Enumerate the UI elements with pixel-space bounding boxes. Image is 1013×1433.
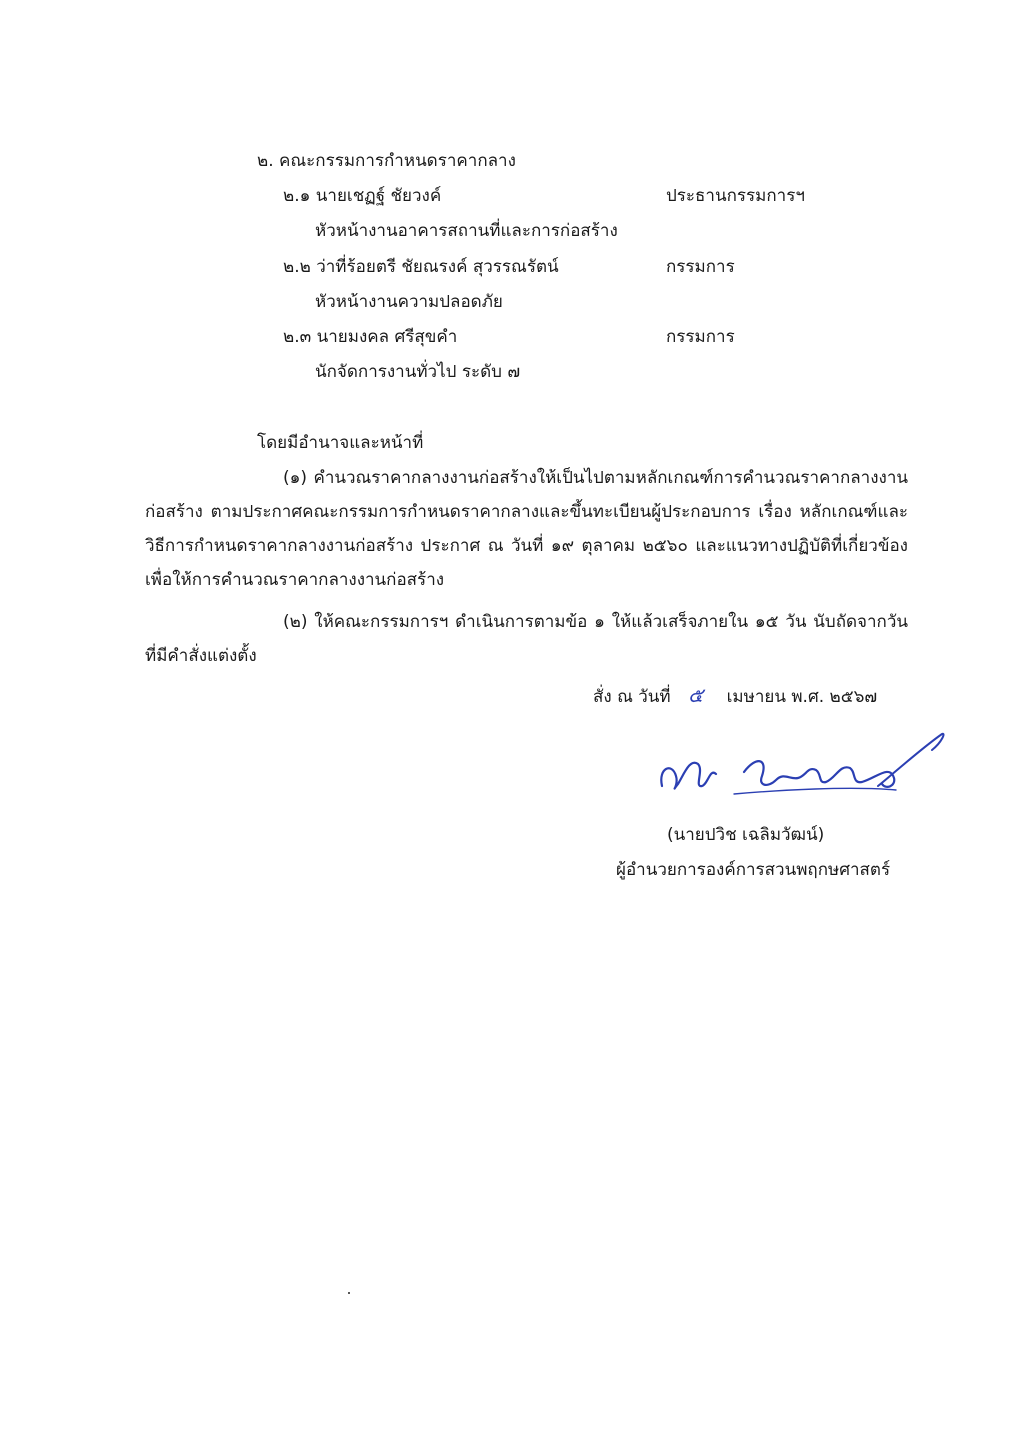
signer-name: (นายปวิช เฉลิมวัฒน์) bbox=[667, 825, 825, 845]
section-heading: ๒. คณะกรรมการกำหนดราคากลาง bbox=[257, 151, 516, 171]
duty-2-paragraph: (๒) ให้คณะกรรมการฯ ดำเนินการตามข้อ ๑ ให้แล้วเสร็จภายใน ๑๕ วัน นับถัดจากวันที่มีคำสั่งแต่งตั้ง bbox=[145, 612, 908, 666]
member-title-3: นักจัดการงานทั่วไป ระดับ ๗ bbox=[315, 362, 521, 382]
duty-1-paragraph: (๑) คำนวณราคากลางงานก่อสร้างให้เป็นไปตามหลักเกณฑ์การคำนวณราคากลางงานก่อสร้าง ตามประกาศคณะกรรมการกำหนดราคากลางและขึ้นทะเบียนผู้ประกอบการ เรื่อง หลักเกณฑ์และวิธีการกำหนดราคากลางงานก่อสร้าง ประกาศ ณ วันที่ ๑๙ ตุลาคม ๒๕๖๐ และแนวทางปฏิบัติที่เกี่ยวข้องเพื่อให้การคำนวณราคากลางงานก่อสร้าง bbox=[145, 468, 908, 590]
member-role-2: กรรมการ bbox=[666, 257, 735, 277]
order-date-month-year: เมษายน พ.ศ. ๒๕๖๗ bbox=[726, 687, 878, 707]
order-date-day: ๕ bbox=[688, 683, 704, 707]
member-item-3: ๒.๓ นายมงคล ศรีสุขคำ bbox=[283, 327, 458, 347]
order-date-line bbox=[593, 684, 877, 708]
stray-mark bbox=[348, 1292, 350, 1294]
member-title-1: หัวหน้างานอาคารสถานที่และการก่อสร้าง bbox=[315, 221, 618, 241]
signature bbox=[650, 728, 950, 808]
duties-heading: โดยมีอำนาจและหน้าที่ bbox=[257, 433, 424, 453]
member-role-3: กรรมการ bbox=[666, 327, 735, 347]
signer-position: ผู้อำนวยการองค์การสวนพฤกษศาสตร์ bbox=[616, 860, 891, 880]
order-date-prefix: สั่ง ณ วันที่ bbox=[593, 687, 671, 707]
member-item-2: ๒.๒ ว่าที่ร้อยตรี ชัยณรงค์ สุวรรณรัตน์ bbox=[283, 257, 559, 277]
member-title-2: หัวหน้างานความปลอดภัย bbox=[315, 292, 503, 312]
member-role-1: ประธานกรรมการฯ bbox=[666, 186, 805, 206]
member-item-1: ๒.๑ นายเชฏฐ์ ชัยวงค์ bbox=[283, 186, 442, 206]
